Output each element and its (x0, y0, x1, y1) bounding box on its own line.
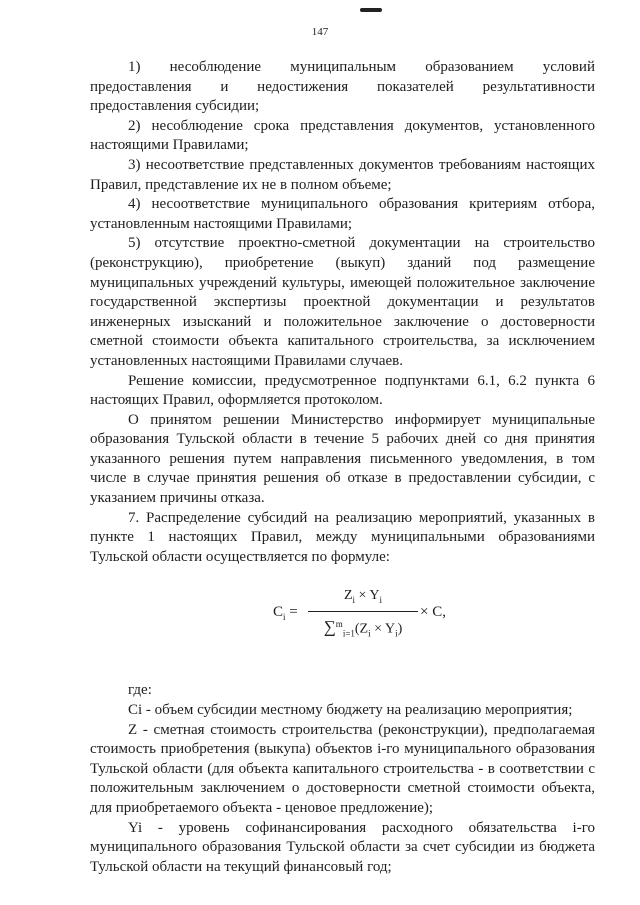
paragraph: 3) несоответствие представленных документов требованиям настоящих Правил, представление их не в полном объеме; (90, 156, 595, 193)
formula-denominator: $\sum^m_{i=1}(Z_i \times Y_i)$ (323, 617, 403, 639)
paragraph: 4) несоответствие муниципального образования критериям отбора, установленным настоящими Правилами; (90, 196, 595, 232)
paragraph: 1) несоблюдение муниципальным образованием условий предоставления и недостижения показателей результативности предоставления субсидии; (90, 59, 595, 115)
document-body (90, 58, 595, 877)
paragraphs-top (90, 58, 595, 567)
paragraph: 5) отсутствие проектно-сметной документации на строительство (реконструкцию), приобретение (выкуп) зданий под размещение муниципальных учреждений культуры, имеющей положительное заключение государственной экспертизы проектной документации и результатов инженерных изысканий и положительное заключение о достоверности сметной стоимости объекта капитального строительства, за исключением установленных настоящими Правилами случаев. (90, 235, 595, 369)
formula-fraction (308, 587, 418, 643)
formula-rhs: × C, (420, 604, 446, 621)
paragraph: Z - сметная стоимость строительства (реконструкции), предполагаемая стоимость приобретения (выкупа) объектов i-го муниципального образования Тульской области (для объекта капитального строительства - в соответствии с положительным заключением о достоверности сметной стоимости объекта, для приобретаемого объекта - ценовое предложение); (90, 721, 595, 816)
formula-numerator: $Z_i \times Y_i$ (343, 588, 383, 606)
distribution-formula (90, 573, 595, 655)
paragraph: 7. Распределение субсидий на реализацию мероприятий, указанных в пункте 1 настоящих Правил, между муниципальными образованиями Тульской области осуществляется по формуле: (90, 509, 595, 565)
page-number: 147 (311, 26, 329, 38)
paragraph: 2) несоблюдение срока представления документов, установленного настоящими Правилами; (90, 117, 595, 154)
fraction-bar (308, 611, 418, 612)
paragraph: Ci - объем субсидии местному бюджету на реализацию мероприятия; (128, 702, 573, 719)
paragraph: Решение комиссии, предусмотренное подпунктами 6.1, 6.2 пункта 6 настоящих Правил, оформляется протоколом. (90, 372, 595, 409)
formula-lhs: $C_i$ = (273, 604, 298, 623)
scan-mark (360, 8, 382, 12)
paragraphs-bottom (90, 701, 595, 877)
where-label: где: (128, 682, 152, 699)
paragraph: О принятом решении Министерство информирует муниципальные образования Тульской области в течение 5 рабочих дней со дня принятия указанного решения путем направления письменного уведомления, в том числе в случае принятия решения об отказе в предоставлении субсидии, с указанием причины отказа. (90, 411, 595, 507)
paragraph: Yi - уровень софинансирования расходного обязательства i-го муниципального образования Тульской области за счет субсидии из бюджета Тульской области на текущий финансовый год; (90, 819, 595, 875)
